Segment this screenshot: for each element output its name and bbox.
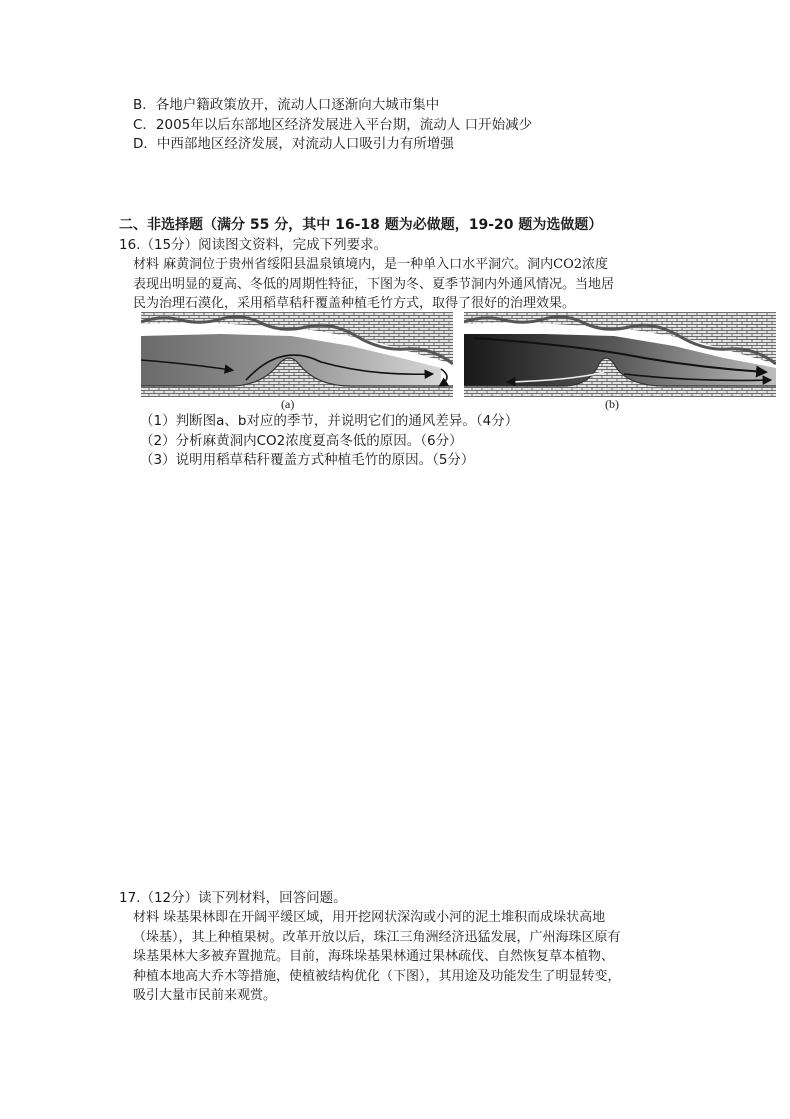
q16-material-line: 表现出明显的夏高、冬低的周期性特征，下图为冬、夏季节洞内外通风情况。当地居 <box>133 277 615 292</box>
q17-material-line: 材料 垛基果林即在开阔平缓区域，用开挖网状深沟或小河的泥土堆积而成垛状高地 <box>133 910 606 925</box>
q17-material-line: 种植本地高大乔木等措施，使植被结构优化（下图），其用途及功能发生了明显转变， <box>133 969 621 984</box>
q17-material-line: （垛基），其上种植果树。改革开放以后，珠江三角洲经济迅猛发展，广州海珠区原有 <box>133 930 621 945</box>
q16-material-line: 材料 麻黄洞位于贵州省绥阳县温泉镇境内，是一种单入口水平洞穴。洞内CO2浓度 <box>133 257 609 272</box>
option-d: D．中西部地区经济发展，对流动人口吸引力有所增强 <box>133 136 454 152</box>
question-16-title: 16.（15分）阅读图文资料，完成下列要求。 <box>119 237 388 253</box>
question-17-title: 17.（12分）读下列材料，回答问题。 <box>119 890 347 906</box>
q17-material-line: 垛基果林大多被弃置抛荒。目前，海珠垛基果林通过果林疏伐、自然恢复草本植物、 <box>133 949 615 964</box>
figure-label-a: (a) <box>281 397 295 411</box>
q16-subquestion: （3）说明用稻草秸秆覆盖方式种植毛竹的原因。（5分） <box>140 452 475 468</box>
q16-subquestion: （1）判断图a、b对应的季节，并说明它们的通风差异。（4分） <box>140 413 519 429</box>
option-c: C．2005年以后东部地区经济发展进入平台期，流动人 口开始减少 <box>133 117 533 133</box>
option-b: B．各地户籍政策放开，流动人口逐渐向大城市集中 <box>133 97 440 113</box>
section-heading: 二、非选择题（满分 55 分，其中 16-18 题为必做题，19-20 题为选做题） <box>119 217 603 233</box>
cave-diagram-a <box>141 312 453 397</box>
q16-subquestion: （2）分析麻黄洞内CO2浓度夏高冬低的原因。（6分） <box>140 433 463 449</box>
cave-diagram-b <box>464 312 776 397</box>
figure-label-b: (b) <box>605 397 619 411</box>
q17-material-line: 吸引大量市民前来观赏。 <box>133 988 277 1003</box>
q16-material-line: 民为治理石漠化，采用稻草秸秆覆盖种植毛竹方式，取得了很好的治理效果。 <box>133 296 576 311</box>
